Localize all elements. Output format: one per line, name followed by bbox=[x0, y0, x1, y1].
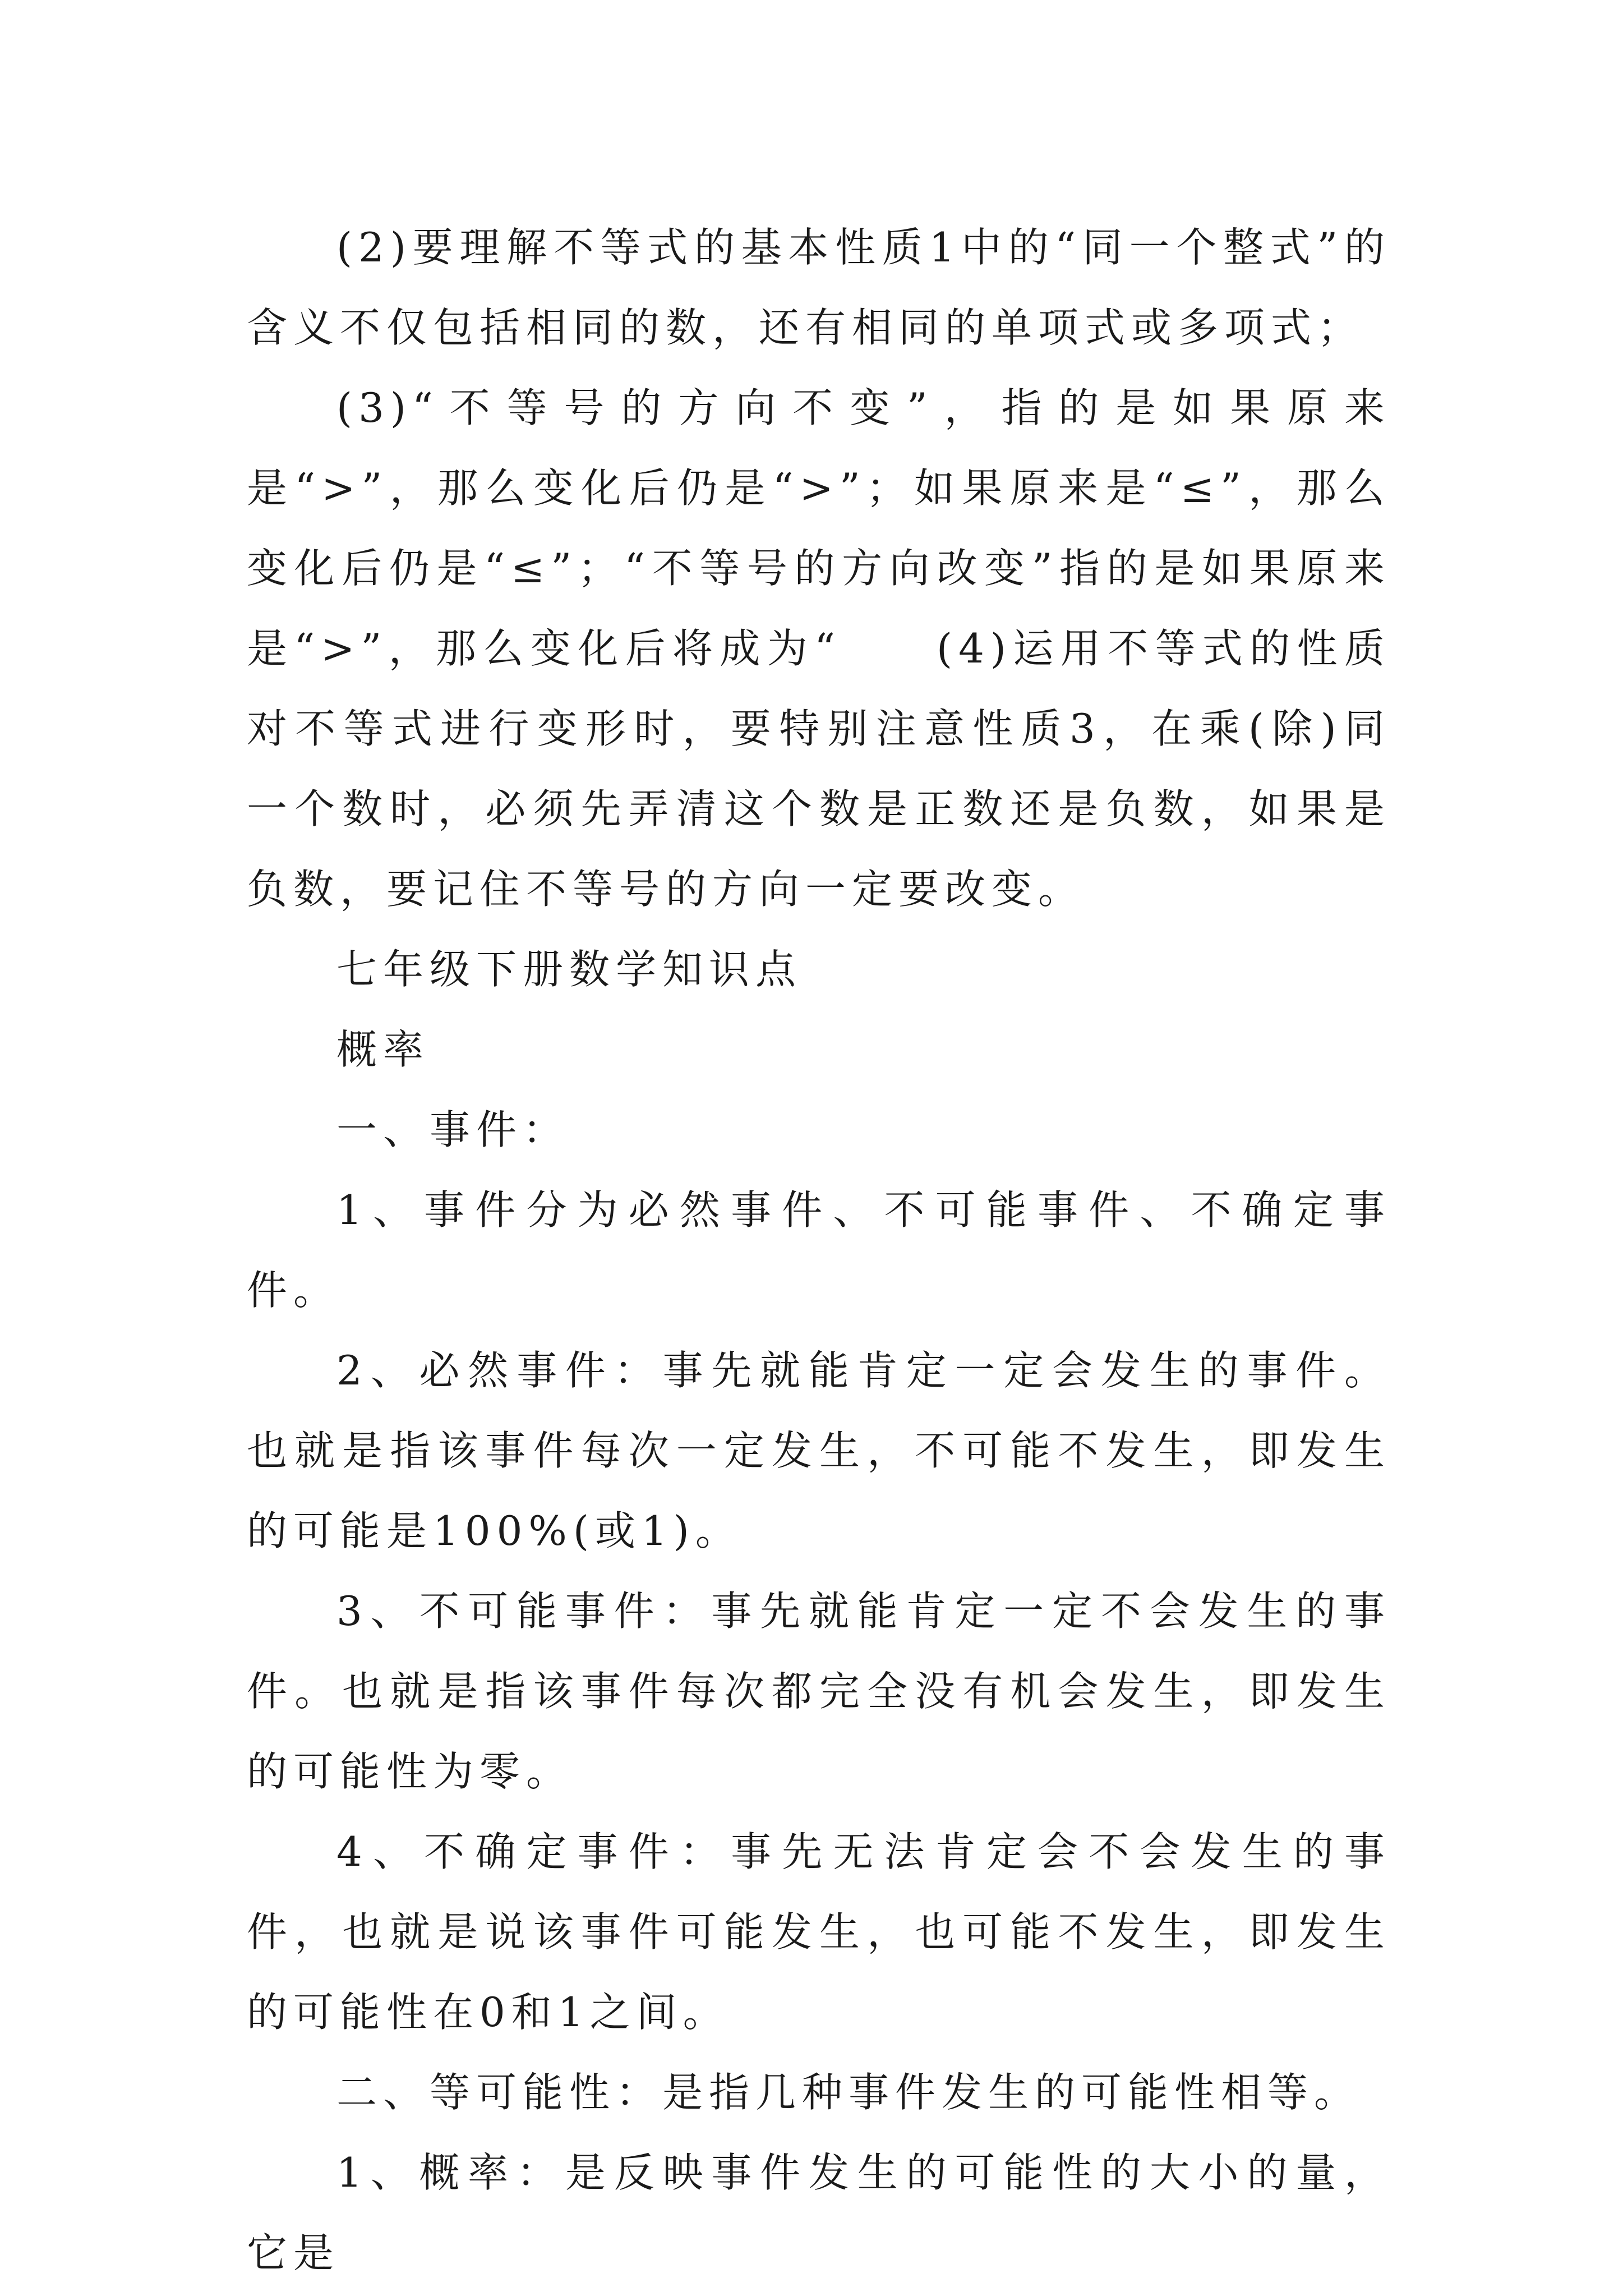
paragraph-probability-definition: 1、概率：是反映事件发生的可能性的大小的量，它是 bbox=[247, 2149, 1391, 2276]
paragraph-event-types: 1、事件分为必然事件、不可能事件、不确定事件。 bbox=[247, 1186, 1391, 1314]
paragraph-property-note-3-4: (3)“不等号的方向不变”，指的是如果原来是“>”，那么变化后仍是“>”；如果原来是“≤”，那么变化后仍是“≤”；“不等号的方向改变”指的是如果原来是“>”，那么变化后将成为“ (4)运用不等式的性质对不等式进行变形时，要特别注意性质3，在乘(除)同一个数时，必须先弄清这个数是正数还是负数，如果是负数，要记住不等号的方向一定要改变。 bbox=[247, 384, 1391, 913]
chapter-title-probability: 概率 bbox=[336, 1026, 430, 1073]
paragraph-uncertain-event: 4、不确定事件：事先无法肯定会不会发生的事件，也就是说该事件可能发生，也可能不发生，即发生的可能性在0和1之间。 bbox=[247, 1828, 1391, 2036]
paragraph-property-note-2: (2)要理解不等式的基本性质1中的“同一个整式”的含义不仅包括相同的数，还有相同的单项式或多项式； bbox=[247, 224, 1391, 351]
subsection-events: 一、事件： bbox=[336, 1106, 570, 1153]
subsection-equal-likelihood: 二、等可能性：是指几种事件发生的可能性相等。 bbox=[336, 2069, 1361, 2116]
paragraph-certain-event: 2、必然事件：事先就能肯定一定会发生的事件。也就是指该事件每次一定发生，不可能不发生，即发生的可能是100%(或1)。 bbox=[247, 1347, 1391, 1554]
document-body bbox=[247, 208, 1391, 2293]
paragraph-impossible-event: 3、不可能事件：事先就能肯定一定不会发生的事件。也就是指该事件每次都完全没有机会发生，即发生的可能性为零。 bbox=[247, 1588, 1391, 1795]
section-title: 七年级下册数学知识点 bbox=[336, 946, 803, 993]
